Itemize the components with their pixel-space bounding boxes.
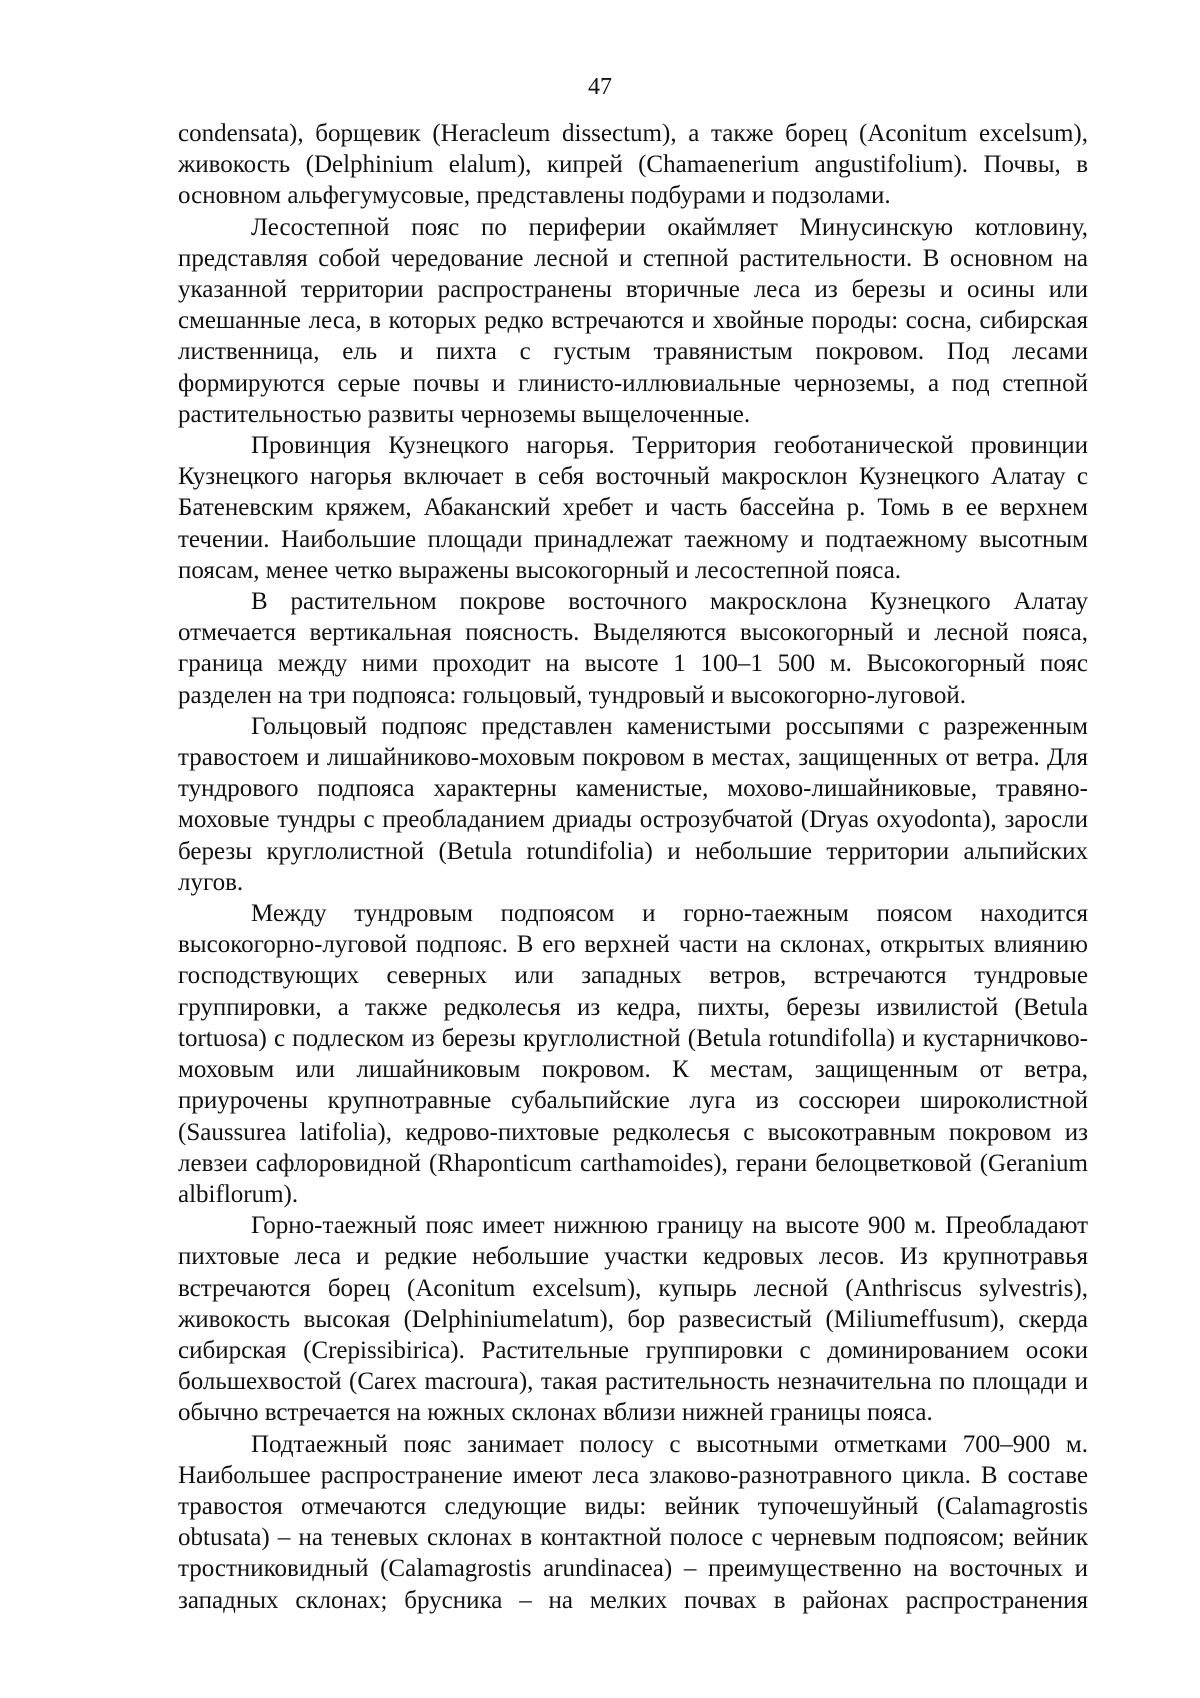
paragraph-alpine-meadow-subzone: Между тундровым подпоясом и горно-таежным поясом находится высокогорно-луговой подпояс. В его верхней части на склонах, открытых влиянию господствующих северных или западных ветров, встречаются тундровые группировки, а также редколесья из кедра, пихты, березы извилистой (Betula tortuosa) с подлеском из березы круглолистной (Betula rotundifolla) и кустарничково-моховым или лишайниковым покровом. К местам, защищенным от ветра, приурочены крупнотравные субальпийские луга из соссюреи широколистной (Saussurea latifolia), кедрово-пихтовые редколесья с высокотравным покровом из левзеи сафлоровидной (Rhaponticum carthamoides), герани белоцветковой (Geranium albiflorum). <box>178 900 1088 1208</box>
paragraph-continuation: condensata), борщевик (Heracleum dissectum), а также борец (Aconitum excelsum), живокость (Delphinium elalum), кипрей (Chamaenerium angustifolium). Почвы, в основном альфегумусовые, представлены подбурами и подзолами. <box>178 120 1088 210</box>
page-number: 47 <box>588 74 612 100</box>
paragraph-forest-steppe: Лесостепной пояс по периферии окаймляет Минусинскую котловину, представляя собой чередование лесной и степной растительности. В основном на указанной территории распространены вторичные леса из березы и осины или смешанные леса, в которых редко встречаются и хвойные породы: сосна, сибирская лиственница, ель и пихта с густым травянистым покровом. Под лесами формируются серые почвы и глинисто-иллювиальные черноземы, а под степной растительностью развиты черноземы выщелоченные. <box>178 213 1088 428</box>
document-body <box>178 118 1088 1616</box>
paragraph-vertical-zonation: В растительном покрове восточного макросклона Кузнецкого Алатау отмечается вертикальная поясность. Выделяются высокогорный и лесной пояса, граница между ними проходит на высоте 1 100–1 500 м. Высокогорный пояс разделен на три подпояса: гольцовый, тундровый и высокогорно-луговой. <box>178 588 1088 709</box>
paragraph-goltsy-subzone: Гольцовый подпояс представлен каменистыми россыпями с разреженным травостоем и лишайниково-моховым покровом в местах, защищенных от ветра. Для тундрового подпояса характерны каменистые, мохово-лишайниковые, травяно-моховые тундры с преобладанием дриады острозубчатой (Dryas oxyodonta), заросли березы круглолистной (Betula rotundifolia) и небольшие территории альпийских лугов. <box>178 712 1088 896</box>
paragraph-subtaiga: Подтаежный пояс занимает полосу с высотными отметками 700–900 м. Наибольшее распространение имеют леса злаково-разнотравного цикла. В составе травостоя отмечаются следующие виды: вейник тупочешуйный (Calamagrostis obtusata) – на теневых склонах в контактной полосе с черневым подпоясом; вейник тростниковидный (Calamagrostis arundinacea) – преимущественно на восточных и западных склонах; брусника – на мелких почвах в районах распространения <box>178 1430 1088 1614</box>
paragraph-mountain-taiga: Горно-таежный пояс имеет нижнюю границу на высоте 900 м. Преобладают пихтовые леса и редкие небольшие участки кедровых лесов. Из крупнотравья встречаются борец (Aconitum excelsum), купырь лесной (Anthriscus sylvestris), живокость высокая (Delphiniumelatum), бор развесистый (Miliumeffusum), скерда сибирская (Crepissibirica). Растительные группировки с доминированием осоки большехвостой (Carex macroura), такая растительность незначительна по площади и обычно встречается на южных склонах вблизи нижней границы пояса. <box>178 1212 1088 1427</box>
paragraph-kuznetsk-province: Провинция Кузнецкого нагорья. Территория геоботанической провинции Кузнецкого нагорья включает в себя восточный макросклон Кузнецкого Алатау с Батеневским кряжем, Абаканский хребет и часть бассейна р. Томь в ее верхнем течении. Наибольшие площади принадлежат таежному и подтаежному высотным поясам, менее четко выражены высокогорный и лесостепной пояса. <box>178 432 1088 584</box>
